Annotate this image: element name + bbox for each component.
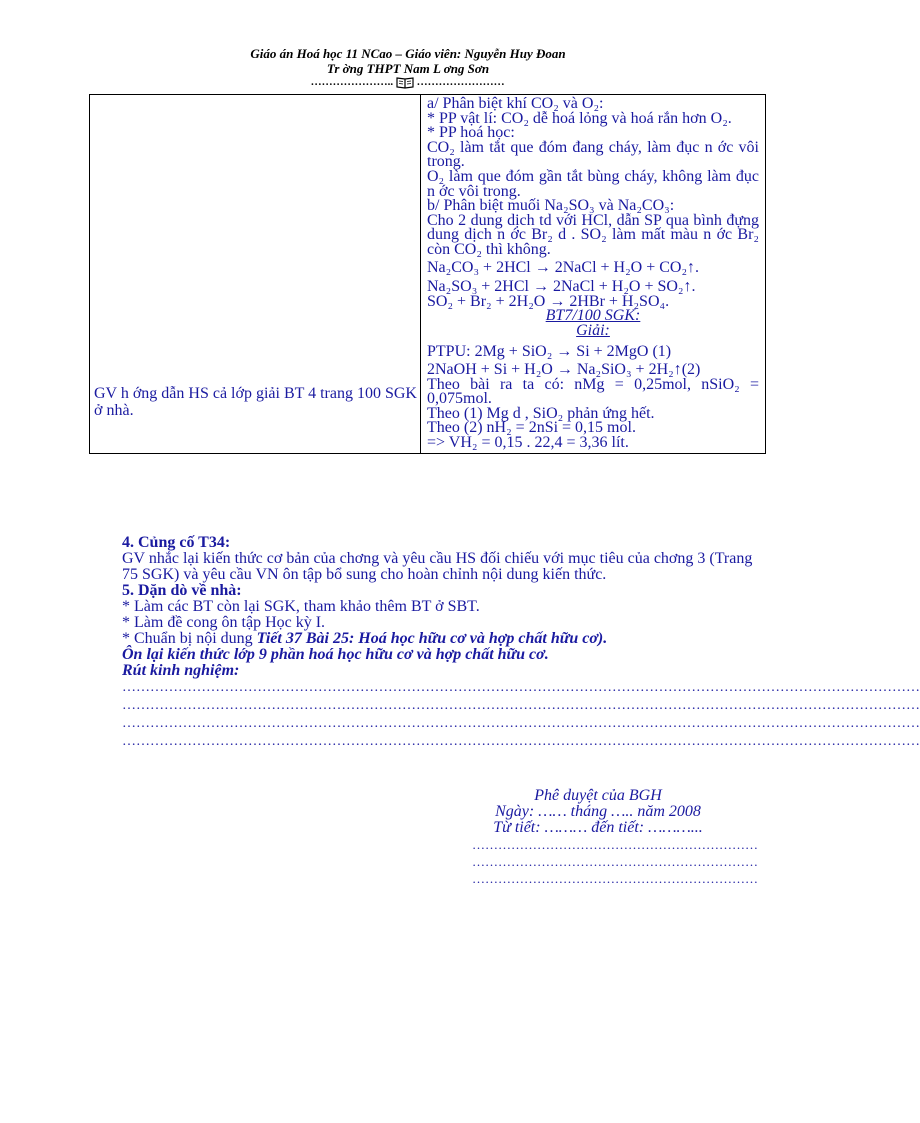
book-icon bbox=[396, 76, 414, 88]
section-5-title: 5. Dặn dò về nhà: bbox=[122, 582, 242, 599]
homework-item-2: * Làm đề cong ôn tập Học kỳ I. bbox=[122, 614, 326, 631]
approval-lesson-range: Từ tiết: ……… đến tiết: ………... bbox=[493, 819, 703, 836]
content-table bbox=[89, 94, 766, 454]
approval-date: Ngày: …… tháng ….. năm 2008 bbox=[495, 803, 701, 820]
approval-title: Phê duyệt của BGH bbox=[534, 787, 662, 804]
part-a-o2: O₂ làm que đóm gần tắt bùng cháy, không làm đục n ớc vôi trong. bbox=[427, 167, 759, 200]
lesson-footer bbox=[122, 534, 920, 751]
part-b-text: Cho 2 dung dịch td với HCl, dẫn SP qua bình đựng dung dịch n ớc Br₂ d . SO₂ làm mất màu n ớc Br₂ còn CO₂ thì không. bbox=[427, 211, 759, 258]
notes-line-2: ……………………………………………………………………………………………………………………………………………………… bbox=[122, 698, 920, 713]
approval-line-3: ………………………………………………………… bbox=[472, 871, 758, 886]
part-a-chemical: * PP hoá học: bbox=[427, 124, 515, 142]
calc-2: Theo (1) Mg d , SiO₂ phản ứng hết. bbox=[427, 404, 655, 422]
header-line-1: Giáo án Hoá học 11 NCao – Giáo viên: Nguyễn Huy Đoan bbox=[250, 46, 566, 61]
part-a-physical: * PP vật lí: CO₂ dễ hoá lỏng và hoá rắn hơn O₂. bbox=[427, 109, 732, 127]
approval-line-1: ………………………………………………………… bbox=[472, 837, 758, 852]
table-left-cell bbox=[90, 95, 421, 454]
table-right-cell bbox=[421, 95, 766, 454]
exercise-title: BT7/100 SGK: bbox=[545, 307, 641, 325]
homework-item-3-prefix: * Chuẩn bị nội dung bbox=[122, 630, 257, 647]
header-line-3 bbox=[0, 76, 816, 88]
calc-4: => VH₂ = 0,15 . 22,4 = 3,36 lít. bbox=[427, 434, 629, 452]
notes-line-4: ……………………………………………………………………………………………………………………………………………………… bbox=[122, 734, 920, 749]
calc-3: Theo (2) nH₂ = 2nSi = 0,15 mol. bbox=[427, 419, 636, 437]
reaction-2: 2NaOH + Si + H₂O → Na₂SiO₃ + 2H₂↑(2) bbox=[427, 361, 701, 379]
experience-label: Rút kinh nghiệm: bbox=[122, 662, 240, 679]
equation-1: Na₂CO₃ + 2HCl → 2NaCl + H₂O + CO₂↑. bbox=[427, 258, 700, 276]
equation-2: Na₂SO₃ + 2HCl → 2NaCl + H₂O + SO₂↑. bbox=[427, 278, 696, 296]
solution-label: Giải: bbox=[576, 321, 610, 339]
header-line-2: Tr ờng THPT Nam L ơng Sơn bbox=[326, 61, 490, 76]
homework-item-1: * Làm các BT còn lại SGK, tham khảo thêm BT ở SBT. bbox=[122, 598, 480, 615]
approval-line-2: ………………………………………………………… bbox=[472, 854, 758, 869]
calc-1: Theo bài ra ta có: nMg = 0,25mol, nSiO₂ = 0,075mol. bbox=[427, 375, 759, 408]
section-4-title: 4. Củng cố T34: bbox=[122, 534, 231, 551]
teacher-instruction: GV h ớng dẫn HS cả lớp giải BT 4 trang 100 SGK ở nhà. bbox=[94, 385, 417, 419]
part-b-title: b/ Phân biệt muối Na₂SO₃ và Na₂CO₃: bbox=[427, 197, 675, 215]
homework-item-4: Ôn lại kiến thức lớp 9 phần hoá học hữu cơ và hợp chất hữu cơ. bbox=[122, 646, 549, 663]
equation-3: SO₂ + Br₂ + 2H₂O → 2HBr + H₂SO₄. bbox=[427, 292, 670, 310]
section-4-text: GV nhắc lại kiến thức cơ bản của chơng và yêu cầu HS đối chiếu với mục tiêu của chơng 3 (Trang 75 SGK) và yêu cầu VN ôn tập bổ sung cho hoàn chỉnh nội dung kiến thức. bbox=[122, 550, 753, 583]
header-dots-right: …………………… bbox=[417, 76, 505, 88]
notes-line-3: ……………………………………………………………………………………………………………………………………………………… bbox=[122, 716, 920, 731]
header-dots-left: ………………….. bbox=[311, 76, 394, 88]
homework-item-3-lesson: Tiết 37 Bài 25: Hoá học hữu cơ và hợp chất hữu cơ). bbox=[256, 630, 608, 647]
part-a-co2: CO₂ làm tắt que đóm đang cháy, làm đục n ớc vôi trong. bbox=[427, 138, 759, 171]
homework-item-3 bbox=[122, 631, 762, 647]
notes-line-1: ……………………………………………………………………………………………………………………………………………………… bbox=[122, 680, 920, 695]
approval-block bbox=[468, 787, 758, 887]
reaction-1: PTPU: 2Mg + SiO₂ → Si + 2MgO (1) bbox=[427, 342, 672, 360]
part-a-title: a/ Phân biệt khí CO₂ và O₂: bbox=[427, 95, 604, 112]
